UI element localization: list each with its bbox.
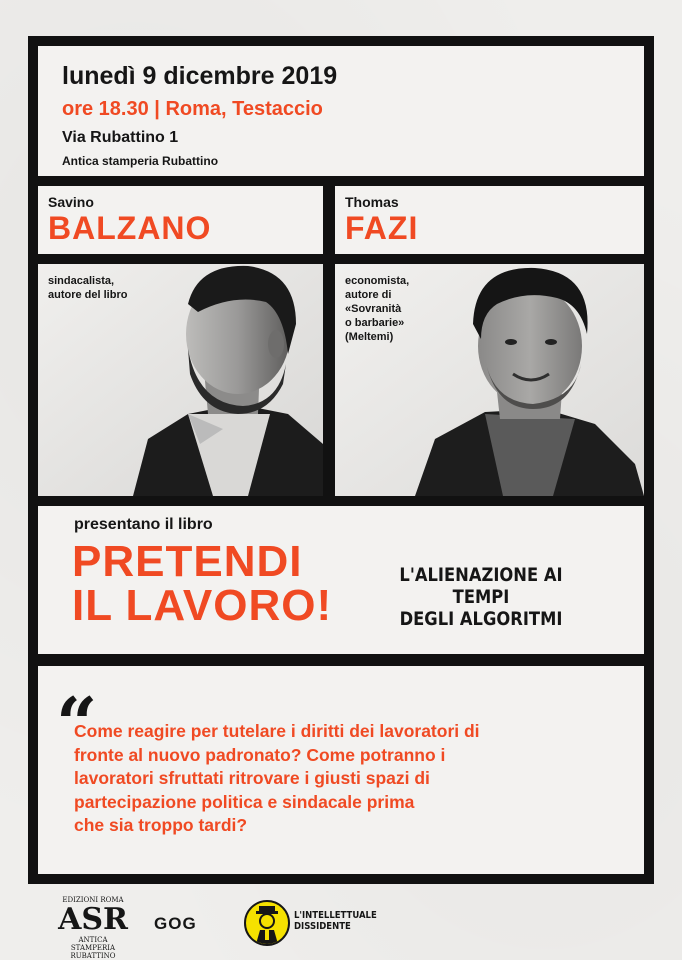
dissidente-mascot-icon — [244, 900, 290, 946]
asr-logo-top: EDIZIONI ROMA — [62, 896, 124, 904]
asr-logo-line: ANTICA STAMPERIA — [70, 936, 116, 952]
quote-text — [74, 720, 624, 838]
intellettuale-logo-text — [294, 910, 377, 932]
sponsor-logos — [0, 892, 682, 960]
intellettuale-dissidente-logo — [244, 900, 377, 948]
intellettuale-logo-line: DISSIDENTE — [294, 921, 351, 932]
event-date: lunedì 9 dicembre 2019 — [62, 62, 338, 90]
speaker-role-line: economista, — [345, 275, 410, 287]
quote-line: partecipazione politica e sindacale prima — [74, 791, 415, 812]
quote-line: fronte al nuovo padronato? Come potranno i — [74, 744, 446, 765]
speaker-role — [345, 274, 409, 344]
event-time-place: ore 18.30 | Roma, Testaccio — [62, 98, 323, 120]
asr-logo-line: RUBATTINO — [70, 952, 116, 960]
asr-logo — [56, 896, 130, 960]
book-subtitle-line: DEGLI ALGORITMI — [399, 608, 563, 630]
event-info-panel — [38, 46, 644, 176]
speaker-name-panel-1 — [38, 186, 323, 254]
speaker-photo-panel-1 — [38, 264, 323, 496]
speaker-role-line: o barbarie» — [345, 317, 405, 329]
speaker-photo-panel-2 — [335, 264, 644, 496]
speaker-role-line: autore di — [345, 289, 392, 301]
book-title-line: PRETENDI — [72, 537, 303, 586]
speaker-first-name: Thomas — [345, 194, 399, 210]
quote-mark-icon: “ — [56, 681, 98, 766]
quote-line: Come reagire per tutelare i diritti dei lavoratori di — [74, 721, 480, 741]
speaker-last-name: FAZI — [345, 210, 419, 246]
speaker-last-name: BALZANO — [48, 210, 212, 246]
speaker-role — [48, 274, 127, 302]
asr-logo-mark: ASR — [58, 902, 128, 937]
quote-line: lavoratori sfruttati ritrovare i giusti spazi di — [74, 768, 430, 788]
event-address: Via Rubattino 1 — [62, 129, 179, 146]
book-subtitle-line: L'ALIENAZIONE AI TEMPI — [399, 564, 563, 608]
speaker-role-line: autore del libro — [48, 289, 128, 301]
quote-line: che sia troppo tardi? — [74, 815, 248, 835]
speaker-role-line: «Sovranità — [345, 303, 402, 315]
speaker-role-line: (Meltemi) — [345, 331, 394, 343]
book-title-line: IL LAVORO! — [72, 581, 333, 630]
book-intro: presentano il libro — [74, 516, 213, 533]
intellettuale-logo-line: L'INTELLETTUALE — [294, 910, 377, 921]
book-panel — [38, 506, 644, 654]
speaker-name-panel-2 — [335, 186, 644, 254]
gog-logo: GOG — [154, 914, 197, 933]
event-venue: Antica stamperia Rubattino — [62, 154, 219, 168]
speaker-role-line: sindacalista, — [48, 275, 115, 287]
quote-panel — [38, 666, 644, 874]
book-title — [72, 537, 333, 630]
book-subtitle — [386, 564, 577, 630]
speaker-first-name: Savino — [48, 194, 94, 210]
